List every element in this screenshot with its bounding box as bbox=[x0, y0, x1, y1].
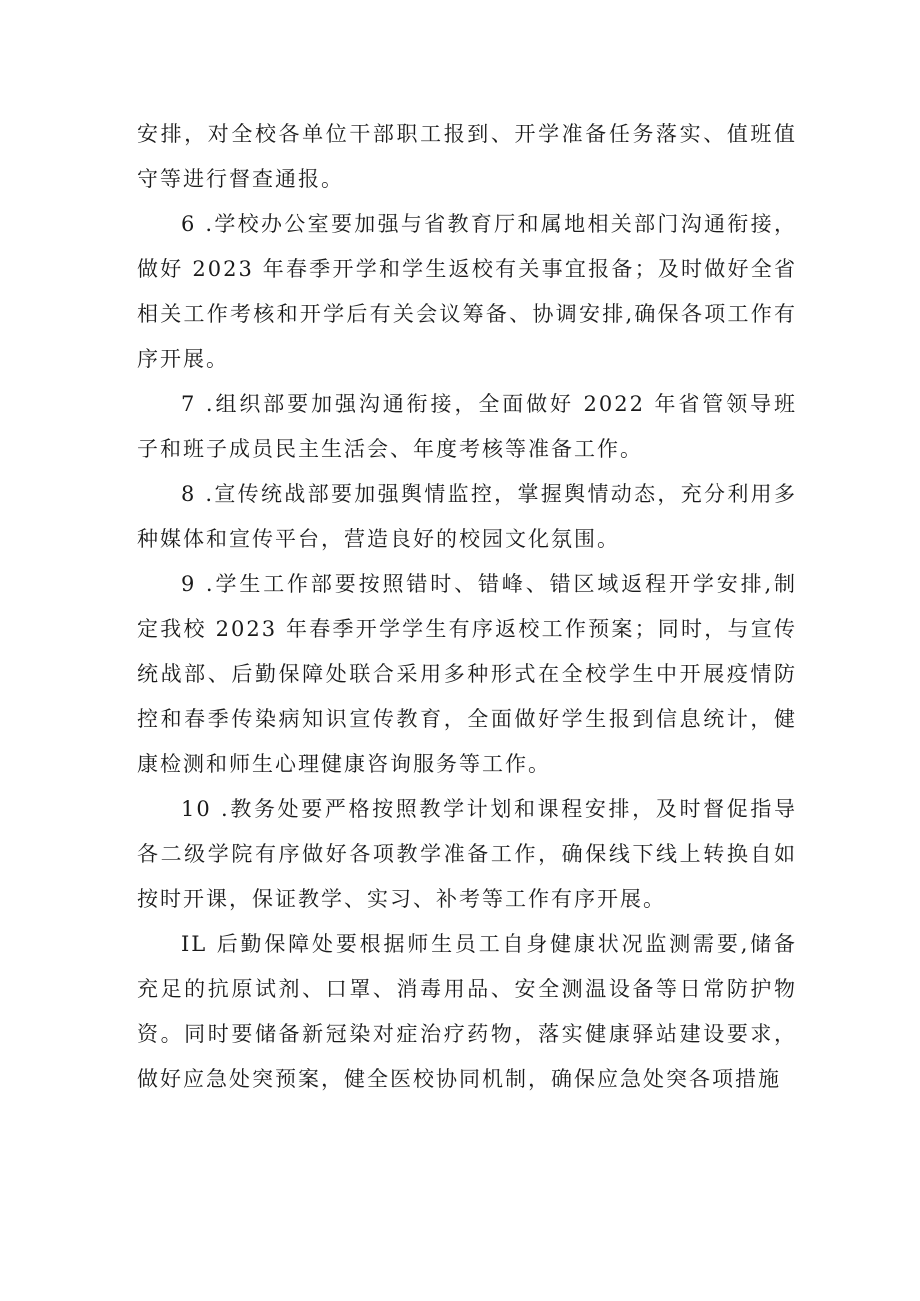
paragraph-item-11: IL 后勤保障处要根据师生员工自身健康状况监测需要,储备充足的抗原试剂、口罩、消毒用品、安全测温设备等日常防护物资。同时要储备新冠染对症治疗药物，落实健康驿站建设要求，做好应急处突预案，健全医校协同机制，确保应急处突各项措施 bbox=[137, 932, 797, 1091]
paragraph-item-6: 6 .学校办公室要加强与省教育厅和属地相关部门沟通衔接，做好 2023 年春季开学和学生返校有关事宜报备；及时做好全省相关工作考核和开学后有关会议筹备、协调安排,确保各项工作有序开展。 bbox=[137, 212, 797, 371]
paragraph-item-7: 7 .组织部要加强沟通衔接，全面做好 2022 年省管领导班子和班子成员民主生活会、年度考核等准备工作。 bbox=[137, 392, 797, 461]
paragraph-item-10: 10 .教务处要严格按照教学计划和课程安排，及时督促指导各二级学院有序做好各项教学准备工作，确保线下线上转换自如按时开课，保证教学、实习、补考等工作有序开展。 bbox=[137, 797, 797, 911]
document-body bbox=[137, 112, 797, 1102]
paragraph-item-9: 9 .学生工作部要按照错时、错峰、错区域返程开学安排,制定我校 2023 年春季开学学生有序返校工作预案；同时，与宣传统战部、后勤保障处联合采用多种形式在全校学生中开展疫情防控和春季传染病知识宣传教育，全面做好学生报到信息统计，健康检测和师生心理健康咨询服务等工作。 bbox=[137, 572, 797, 776]
paragraph-continued: 安排，对全校各单位干部职工报到、开学准备任务落实、值班值守等进行督查通报。 bbox=[137, 122, 797, 191]
paragraph-item-8: 8 .宣传统战部要加强舆情监控，掌握舆情动态，充分利用多种媒体和宣传平台，营造良好的校园文化氛围。 bbox=[137, 482, 797, 551]
